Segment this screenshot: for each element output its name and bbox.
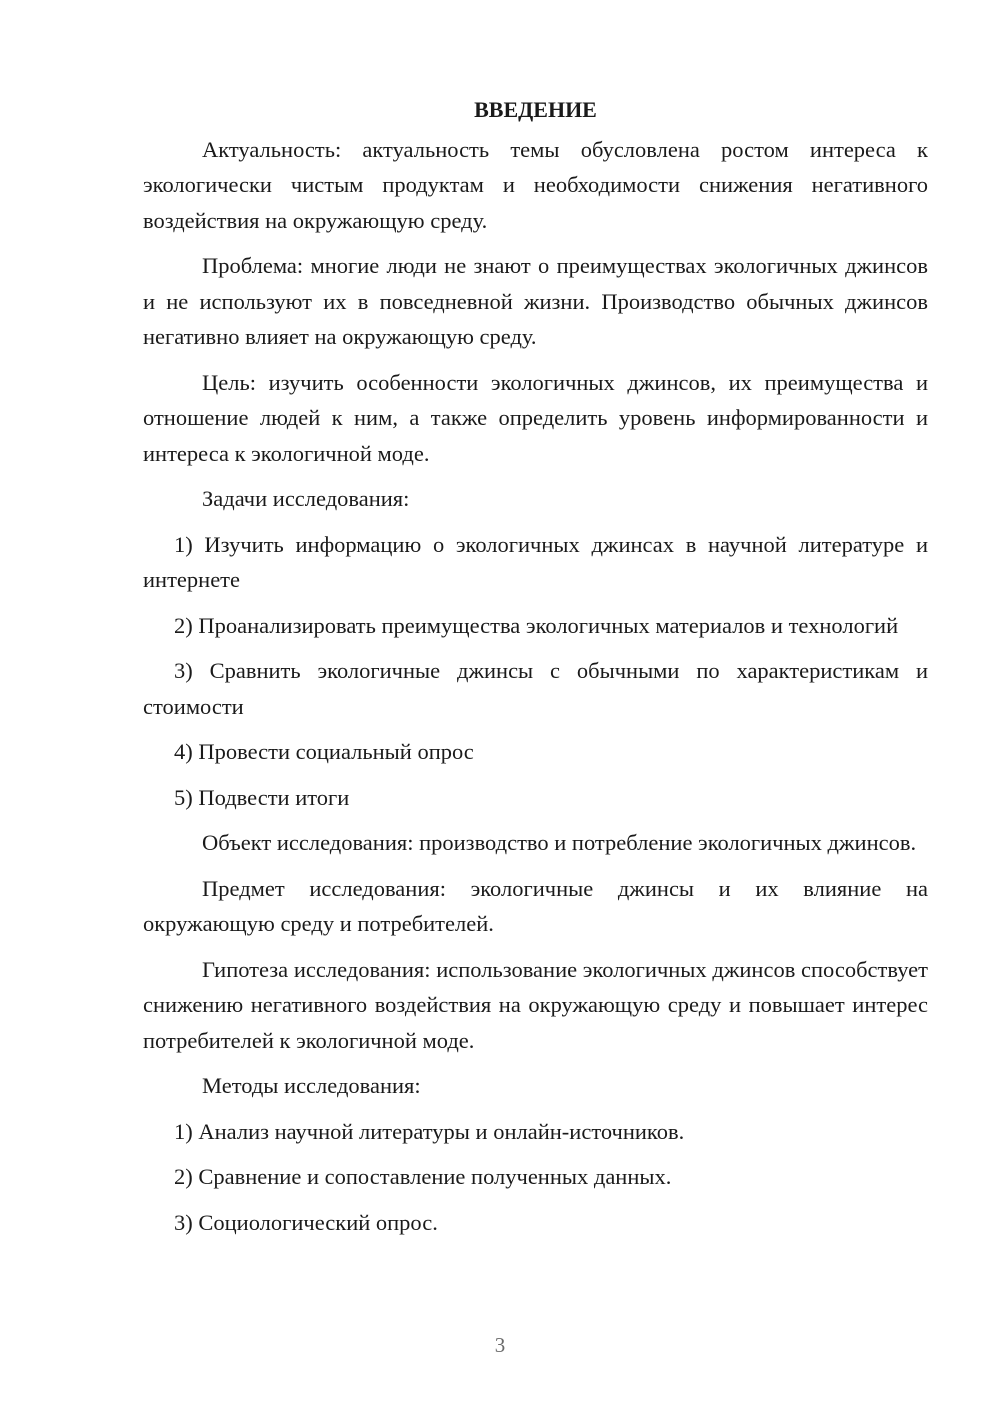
- method-item: 1) Анализ научной литературы и онлайн-источников.: [174, 1118, 685, 1144]
- task-item: 1) Изучить информацию о экологичных джинсах в научной литературе и интернете: [143, 531, 928, 592]
- page-number: 3: [494, 1333, 506, 1357]
- task-item: 5) Подвести итоги: [174, 784, 350, 810]
- section-title: ВВЕДЕНИЕ: [474, 97, 597, 122]
- tasks-heading: Задачи исследования:: [202, 486, 410, 511]
- document-page: [143, 92, 928, 1250]
- method-item: 2) Сравнение и сопоставление полученных данных.: [174, 1164, 672, 1189]
- task-item: 3) Сравнить экологичные джинсы с обычными по характеристикам и стоимости: [143, 658, 928, 719]
- task-item: 2) Проанализировать преимущества экологичных материалов и технологий: [174, 612, 899, 638]
- object-paragraph: Объект исследования: производство и потребление экологичных джинсов.: [202, 830, 917, 855]
- methods-heading: Методы исследования:: [202, 1073, 421, 1098]
- hypothesis-paragraph: Гипотеза исследования: использование экологичных джинсов способствует снижению негативного воздействия на окружающую среду и повышает интерес потребителей к экологичной моде.: [143, 956, 928, 1053]
- relevance-paragraph: Актуальность: актуальность темы обусловлена ростом интереса к экологически чистым продуктам и необходимости снижения негативного воздействия на окружающую среду.: [143, 136, 928, 233]
- goal-paragraph: Цель: изучить особенности экологичных джинсов, их преимущества и отношение людей к ним, а также определить уровень информированности и интереса к экологичной моде.: [143, 369, 928, 466]
- method-item: 3) Социологический опрос.: [174, 1209, 438, 1235]
- subject-paragraph: Предмет исследования: экологичные джинсы и их влияние на окружающую среду и потребителей.: [143, 875, 928, 936]
- task-item: 4) Провести социальный опрос: [174, 739, 474, 764]
- problem-paragraph: Проблема: многие люди не знают о преимуществах экологичных джинсов и не используют их в повседневной жизни. Производство обычных джинсов негативно влияет на окружающую среду.: [143, 253, 928, 349]
